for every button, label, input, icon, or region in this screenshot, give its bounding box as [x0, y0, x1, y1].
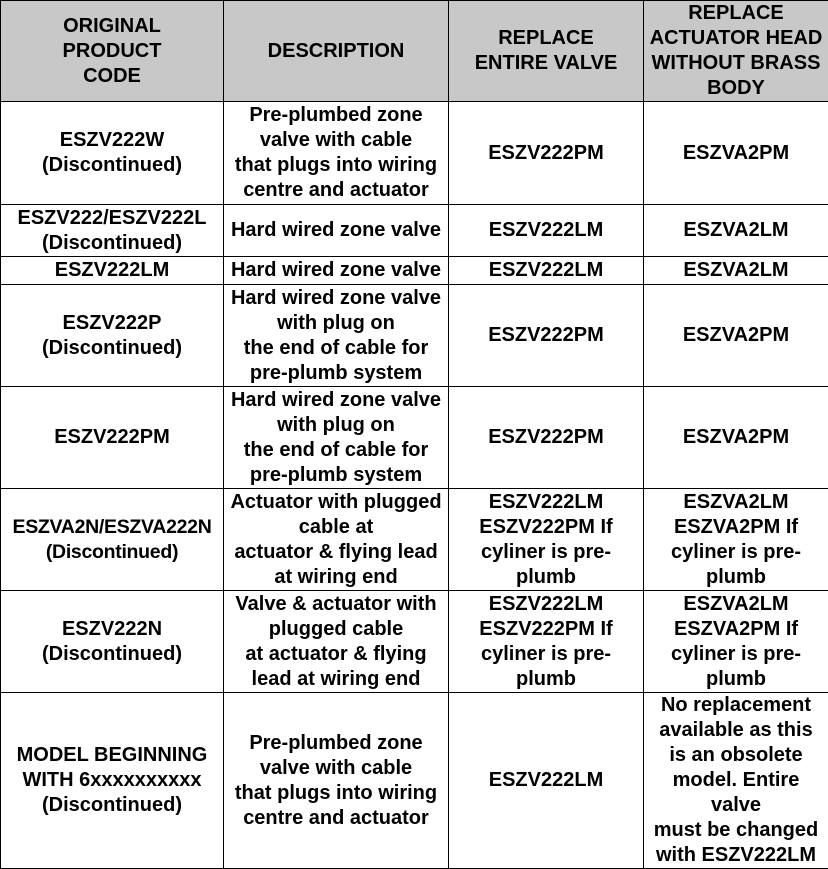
- description-cell: Hard wired zone valve with plug on the end of cable for pre-plumb system: [224, 285, 449, 387]
- replace-actuator-cell: ESZVA2PM: [644, 102, 828, 205]
- original-code-cell: ESZV222W (Discontinued): [1, 102, 224, 205]
- table-row: [1, 205, 828, 257]
- description-cell: Pre-plumbed zone valve with cable that plugs into wiring centre and actuator: [224, 102, 449, 205]
- table-row: [1, 489, 828, 591]
- header-replace-entire-valve: REPLACE ENTIRE VALVE: [449, 1, 644, 102]
- original-code-cell: ESZV222P (Discontinued): [1, 285, 224, 387]
- replace-valve-cell: ESZV222PM: [449, 387, 644, 489]
- header-original-product-code: ORIGINAL PRODUCT CODE: [1, 1, 224, 102]
- replace-valve-cell: ESZV222LM ESZV222PM If cyliner is pre- plumb: [449, 591, 644, 693]
- replace-actuator-cell: ESZVA2PM: [644, 285, 828, 387]
- replace-actuator-cell: ESZVA2LM ESZVA2PM If cyliner is pre- plumb: [644, 489, 828, 591]
- original-code-cell: ESZV222/ESZV222L (Discontinued): [1, 205, 224, 257]
- original-code-cell: ESZV222PM: [1, 387, 224, 489]
- replace-valve-cell: ESZV222LM ESZV222PM If cyliner is pre- plumb: [449, 489, 644, 591]
- replace-actuator-cell: No replacement available as this is an obsolete model. Entire valve must be changed with ESZV222LM: [644, 693, 828, 869]
- header-description: DESCRIPTION: [224, 1, 449, 102]
- replace-actuator-cell: ESZVA2LM: [644, 205, 828, 257]
- table-row: [1, 693, 828, 869]
- header-replace-actuator-head: REPLACE ACTUATOR HEAD WITHOUT BRASS BODY: [644, 1, 828, 102]
- table-row: [1, 591, 828, 693]
- header-row: [1, 1, 828, 102]
- replace-valve-cell: ESZV222LM: [449, 693, 644, 869]
- table-row: [1, 257, 828, 285]
- description-cell: Actuator with plugged cable at actuator & flying lead at wiring end: [224, 489, 449, 591]
- original-code-cell: MODEL BEGINNING WITH 6xxxxxxxxxx (Discontinued): [1, 693, 224, 869]
- description-cell: Hard wired zone valve: [224, 257, 449, 285]
- replace-valve-cell: ESZV222PM: [449, 102, 644, 205]
- replace-valve-cell: ESZV222LM: [449, 257, 644, 285]
- description-cell: Pre-plumbed zone valve with cable that plugs into wiring centre and actuator: [224, 693, 449, 869]
- original-code-cell: ESZVA2N/ESZVA222N (Discontinued): [1, 489, 224, 591]
- table-row: [1, 285, 828, 387]
- replace-valve-cell: ESZV222PM: [449, 285, 644, 387]
- description-cell: Valve & actuator with plugged cable at actuator & flying lead at wiring end: [224, 591, 449, 693]
- replace-actuator-cell: ESZVA2LM: [644, 257, 828, 285]
- description-cell: Hard wired zone valve: [224, 205, 449, 257]
- table-row: [1, 387, 828, 489]
- replace-actuator-cell: ESZVA2LM ESZVA2PM If cyliner is pre- plumb: [644, 591, 828, 693]
- replace-valve-cell: ESZV222LM: [449, 205, 644, 257]
- replace-actuator-cell: ESZVA2PM: [644, 387, 828, 489]
- original-code-cell: ESZV222N (Discontinued): [1, 591, 224, 693]
- original-code-cell: ESZV222LM: [1, 257, 224, 285]
- table-row: [1, 102, 828, 205]
- description-cell: Hard wired zone valve with plug on the end of cable for pre-plumb system: [224, 387, 449, 489]
